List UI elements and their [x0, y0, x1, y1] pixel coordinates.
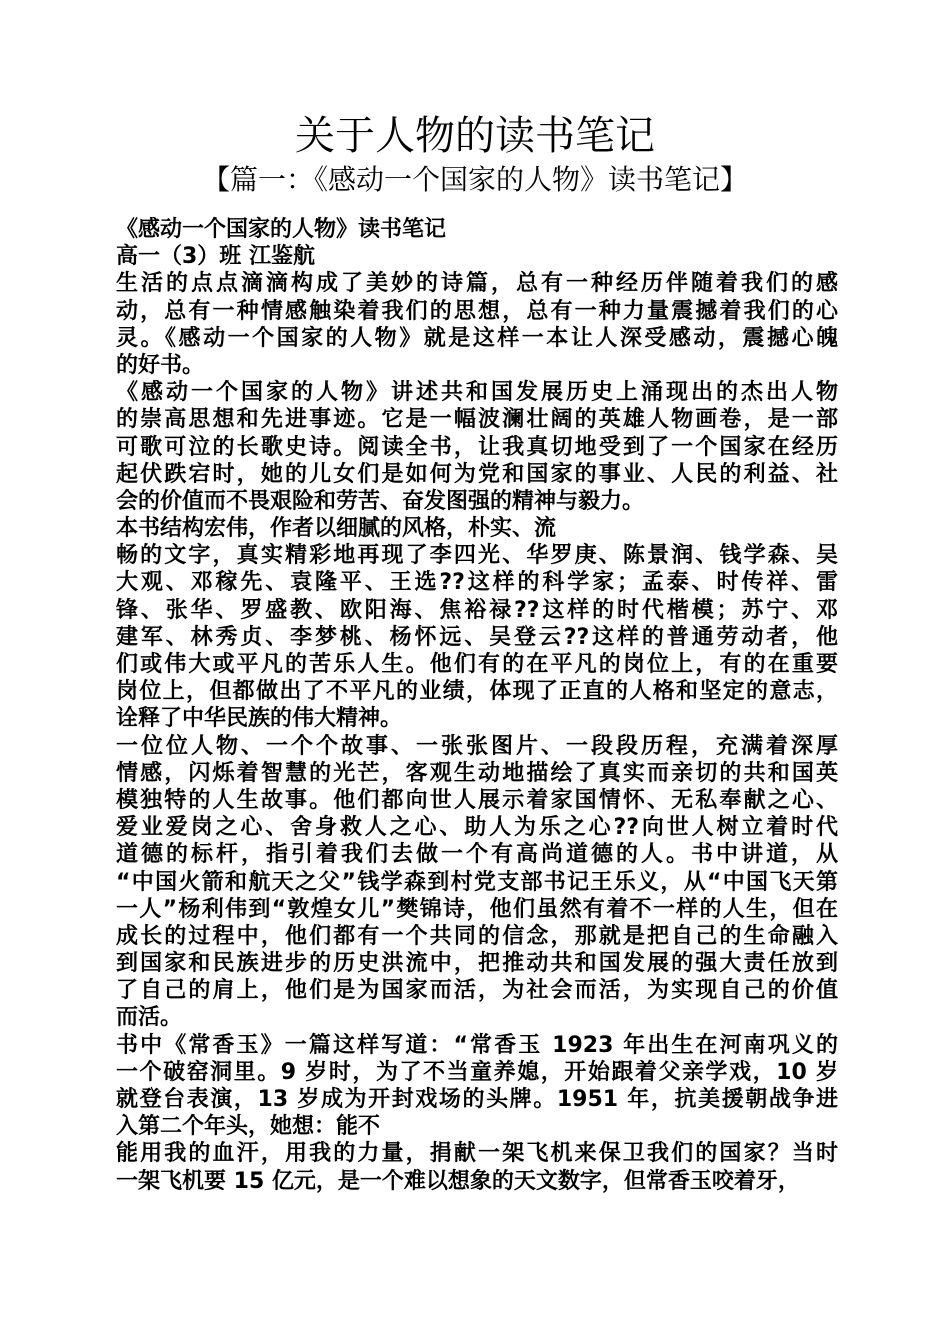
- body-line: 会的价值而不畏艰险和劳苦、奋发图强的精神与毅力。: [116, 488, 645, 514]
- document-title: 关于人物的读书笔记: [295, 113, 655, 159]
- body-line: 一位位人物、一个个故事、一张张图片、一段段历程，充满着深厚: [116, 733, 838, 759]
- body-line: 《感动一个国家的人物》讲述共和国发展历史上涌现出的杰出人物: [116, 380, 838, 406]
- body-line: 就登台表演，13 岁成为开封戏场的头牌。1951 年，抗美援朝战争进: [116, 1087, 838, 1112]
- body-line: 的好书。: [116, 352, 205, 378]
- body-line: 《感动一个国家的人物》读书笔记: [116, 217, 447, 242]
- body-line: 道德的标杆，指引着我们去做一个有高尚道德的人。书中讲道，从: [116, 842, 838, 868]
- body-line: 畅的文字，真实精彩地再现了李四光、华罗庚、陈景润、钱学森、吴: [116, 543, 838, 569]
- body-line: 情感，闪烁着智慧的光芒，客观生动地描绘了真实而亲切的共和国英: [116, 760, 838, 786]
- body-line: 书中《常香玉》一篇这样写道：“常香玉 1923 年出生在河南巩义的: [116, 1032, 838, 1058]
- body-line: 大观、邓稼先、袁隆平、王选??这样的科学家；孟泰、时传祥、雷: [116, 570, 838, 596]
- document-subtitle: 【篇一：《感动一个国家的人物》读书笔记】: [201, 163, 748, 196]
- body-line: 们或伟大或平凡的苦乐人生。他们有的在平凡的岗位上，有的在重要: [116, 652, 838, 677]
- body-line: 爱业爱岗之心、舍身救人之心、助人为乐之心??向世人树立着时代: [116, 815, 838, 841]
- body-line: 入第二个年头，她想：能不: [116, 1114, 381, 1140]
- body-line: 诠释了中华民族的伟大精神。: [116, 706, 403, 732]
- body-line: “中国火箭和航天之父”钱学森到村党支部书记王乐义，从“中国飞天第: [116, 869, 838, 895]
- body-line: 锋、张华、罗盛教、欧阳海、焦裕禄??这样的时代楷模；苏宁、邓: [116, 597, 838, 623]
- body-line: 可歌可泣的长歌史诗。阅读全书，让我真切地受到了一个国家在经历: [116, 434, 838, 460]
- body-line: 灵。《感动一个国家的人物》就是这样一本让人深受感动，震撼心魄: [116, 325, 838, 351]
- document-body: [116, 216, 838, 1195]
- body-line: 高一（3）班 江鉴航: [116, 244, 315, 270]
- body-line: 模独特的人生故事。他们都向世人展示着家国情怀、无私奉献之心、: [116, 787, 838, 813]
- body-line: 建军、林秀贞、李梦桃、杨怀远、吴登云??这样的普通劳动者，他: [116, 624, 838, 650]
- body-line: 一架飞机要 15 亿元，是一个难以想象的天文数字，但常香玉咬着牙，: [116, 1168, 800, 1194]
- body-line: 的崇高思想和先进事迹。它是一幅波澜壮阔的英雄人物画卷，是一部: [116, 407, 838, 433]
- body-line: 起伏跌宕时，她的儿女们是如何为党和国家的事业、人民的利益、社: [116, 461, 838, 487]
- body-line: 岗位上，但都做出了不平凡的业绩，体现了正直的人格和坚定的意志，: [116, 679, 838, 705]
- body-line: 能用我的血汗，用我的力量，捐献一架飞机来保卫我们的国家？当时: [116, 1141, 838, 1167]
- body-line: 成长的过程中，他们都有一个共同的信念，那就是把自己的生命融入: [116, 923, 838, 949]
- body-line: 到国家和民族进步的历史洪流中，把推动共和国发展的强大责任放到: [116, 951, 838, 977]
- body-line: 生活的点点滴滴构成了美妙的诗篇，总有一种经历伴随着我们的感: [116, 271, 838, 297]
- body-line: 本书结构宏伟，作者以细腻的风格，朴实、流: [116, 516, 557, 542]
- body-line: 了自己的肩上，他们是为国家而活，为社会而活，为实现自己的价值: [116, 978, 838, 1004]
- body-line: 一人”杨利伟到“敦煌女儿”樊锦诗，他们虽然有着不一样的人生，但在: [116, 896, 838, 922]
- body-line: 一个破窑洞里。9 岁时，为了不当童养媳，开始跟着父亲学戏，10 岁: [116, 1059, 838, 1085]
- body-line: 而活。: [116, 1005, 183, 1031]
- body-line: 动，总有一种情感触染着我们的思想，总有一种力量震撼着我们的心: [116, 298, 838, 324]
